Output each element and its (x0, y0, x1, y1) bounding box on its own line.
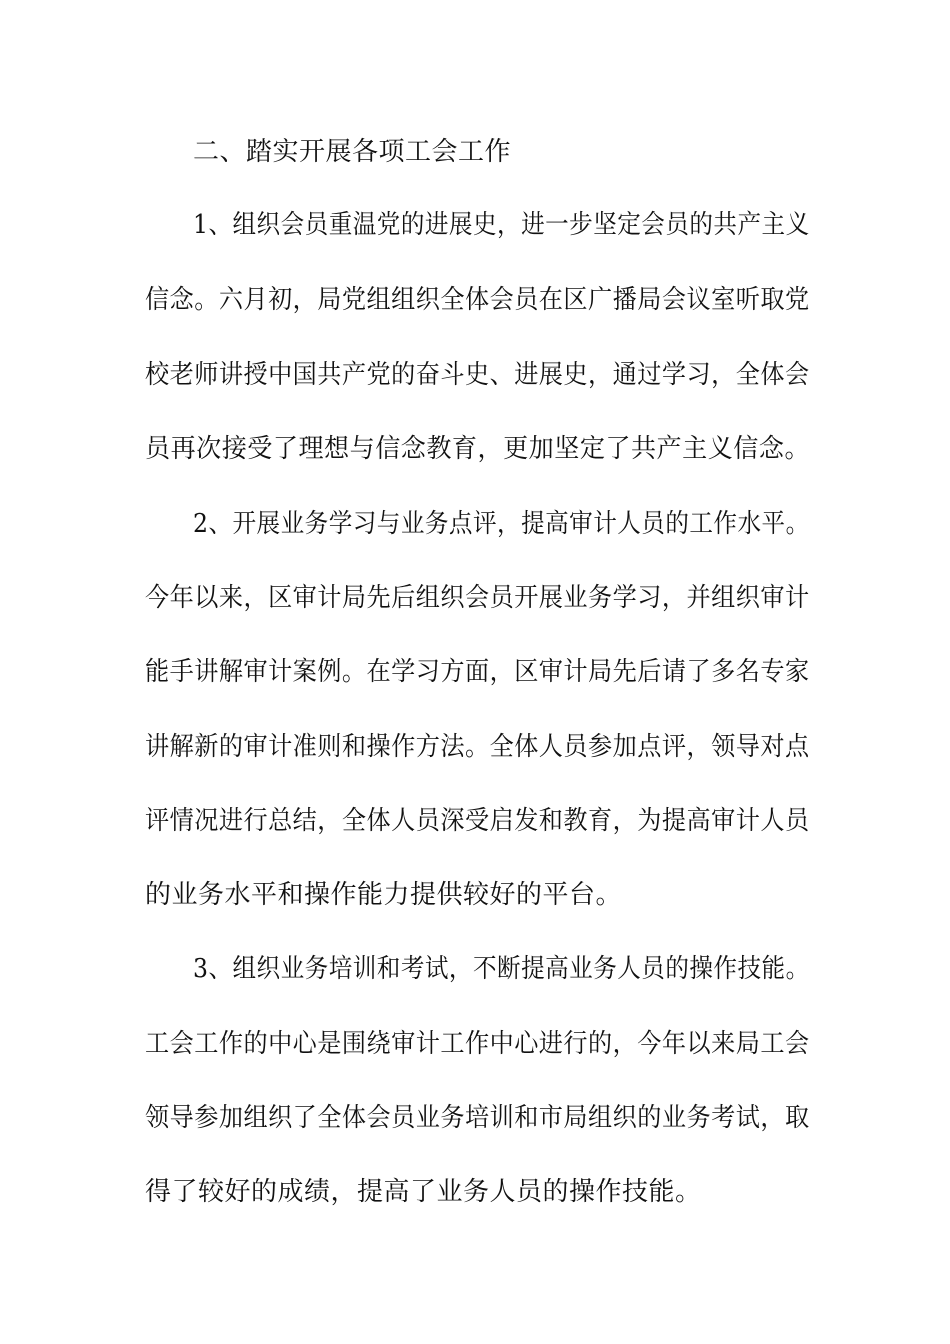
paragraph-1-line-3: 校老师讲授中国共产党的奋斗史、进展史，通过学习，全体会 (145, 360, 810, 390)
paragraph-2-line-2: 今年以来，区审计局先后组织会员开展业务学习，并组织审计 (145, 583, 810, 613)
paragraph-2-line-6: 的业务水平和操作能力提供较好的平台。 (145, 880, 623, 910)
paragraph-2-line-1: 2、开展业务学习与业务点评，提高审计人员的工作水平。 (193, 509, 810, 539)
paragraph-2-line-5: 评情况进行总结，全体人员深受启发和教育，为提高审计人员 (145, 806, 810, 836)
paragraph-1-line-2: 信念。六月初，局党组组织全体会员在区广播局会议室听取党 (145, 285, 810, 315)
paragraph-3-line-4: 得了较好的成绩，提高了业务人员的操作技能。 (145, 1177, 702, 1207)
paragraph-1-line-1: 1、组织会员重温党的进展史，进一步坚定会员的共产主义 (193, 210, 810, 240)
paragraph-2-line-4: 讲解新的审计准则和操作方法。全体人员参加点评，领导对点 (145, 732, 810, 762)
paragraph-1-line-4: 员再次接受了理想与信念教育，更加坚定了共产主义信念。 (145, 434, 811, 464)
section-heading: 二、踏实开展各项工会工作 (193, 137, 512, 167)
paragraph-3-line-2: 工会工作的中心是围绕审计工作中心进行的，今年以来局工会 (145, 1029, 810, 1059)
paragraph-3-line-3: 领导参加组织了全体会员业务培训和市局组织的业务考试，取 (145, 1103, 810, 1133)
paragraph-2-line-3: 能手讲解审计案例。在学习方面，区审计局先后请了多名专家 (145, 657, 810, 687)
paragraph-3-line-1: 3、组织业务培训和考试，不断提高业务人员的操作技能。 (193, 954, 810, 984)
